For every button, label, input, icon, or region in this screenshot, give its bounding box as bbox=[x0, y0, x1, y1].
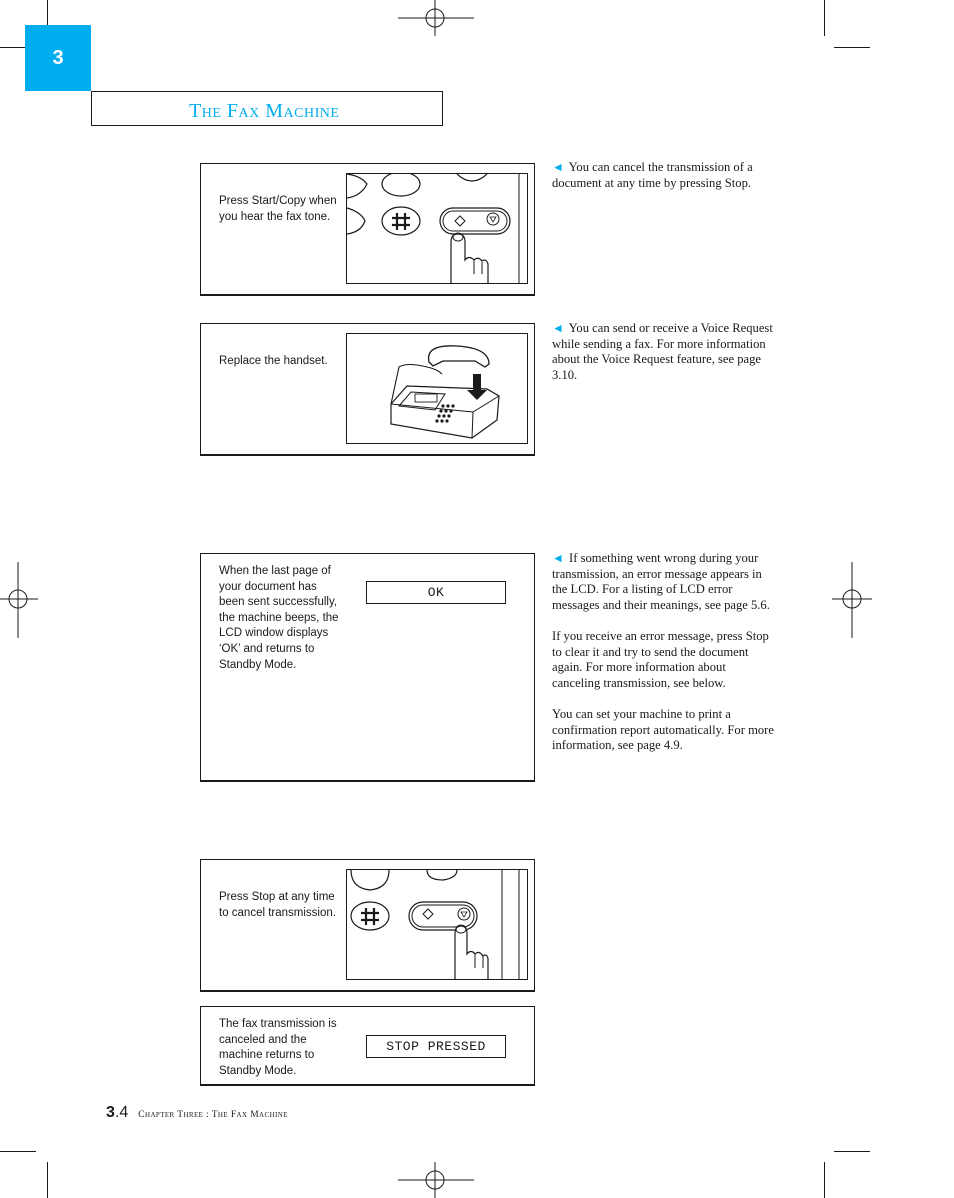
control-panel-illustration bbox=[346, 869, 528, 980]
note-paragraph: ◄ If something went wrong during your transmission, an error message appears in the LCD. For a listing of LCD error messages and their meanings, see page 5.6. bbox=[552, 551, 770, 612]
chapter-number: 3 bbox=[52, 46, 64, 69]
step-box-4 bbox=[200, 859, 535, 992]
note-paragraph: ◄ You can send or receive a Voice Request while sending a fax. For more information about the Voice Request feature, see page 3.10. bbox=[552, 321, 773, 382]
note-voice-request bbox=[552, 321, 777, 383]
registration-target-right bbox=[832, 562, 872, 638]
arrow-left-icon: ◄ bbox=[552, 551, 564, 565]
section-title: The Fax Machine bbox=[189, 100, 340, 122]
page-number: 3.4 bbox=[106, 1104, 129, 1121]
footer-caption: Chapter Three : The Fax Machine bbox=[138, 1110, 288, 1120]
registration-target-left bbox=[0, 562, 38, 638]
fax-machine-illustration bbox=[346, 333, 528, 444]
note-paragraph: You can set your machine to print a confirmation report automatically. For more information, see page 4.9. bbox=[552, 706, 774, 753]
step-box-1 bbox=[200, 163, 535, 296]
note-paragraph: If you receive an error message, press Stop to clear it and try to send the document again. For more information about canceling transmission, see below. bbox=[552, 628, 769, 690]
note-paragraph: ◄ You can cancel the transmission of a document at any time by pressing Stop. bbox=[552, 160, 753, 190]
note-error bbox=[552, 551, 777, 754]
step-text: Press Stop at any time to cancel transmission. bbox=[219, 891, 336, 919]
arrow-left-icon: ◄ bbox=[552, 160, 564, 174]
step-text: Replace the handset. bbox=[219, 355, 328, 367]
registration-target-top bbox=[398, 0, 474, 36]
handset-replace-icon bbox=[347, 334, 527, 443]
start-copy-press-icon bbox=[347, 174, 527, 283]
page-footer bbox=[106, 1104, 288, 1122]
control-panel-illustration bbox=[346, 173, 528, 284]
arrow-left-icon: ◄ bbox=[552, 321, 564, 335]
step-text: When the last page of your document has been sent successfully, the machine beeps, the LCD window displays ‘OK’ and returns to Standby Mode. bbox=[219, 565, 339, 671]
chapter-tab bbox=[25, 25, 91, 91]
registration-target-bottom bbox=[398, 1162, 474, 1198]
step-box-2 bbox=[200, 323, 535, 456]
section-title-box bbox=[91, 91, 443, 126]
step-text: Press Start/Copy when you hear the fax tone. bbox=[219, 195, 337, 223]
step-box-3 bbox=[200, 553, 535, 782]
lcd-display: OK bbox=[366, 581, 506, 604]
step-box-5 bbox=[200, 1006, 535, 1086]
note-cancel bbox=[552, 160, 777, 191]
step-text: The fax transmission is canceled and the machine returns to Standby Mode. bbox=[219, 1018, 337, 1077]
stop-press-icon bbox=[347, 870, 527, 979]
lcd-display: STOP PRESSED bbox=[366, 1035, 506, 1058]
